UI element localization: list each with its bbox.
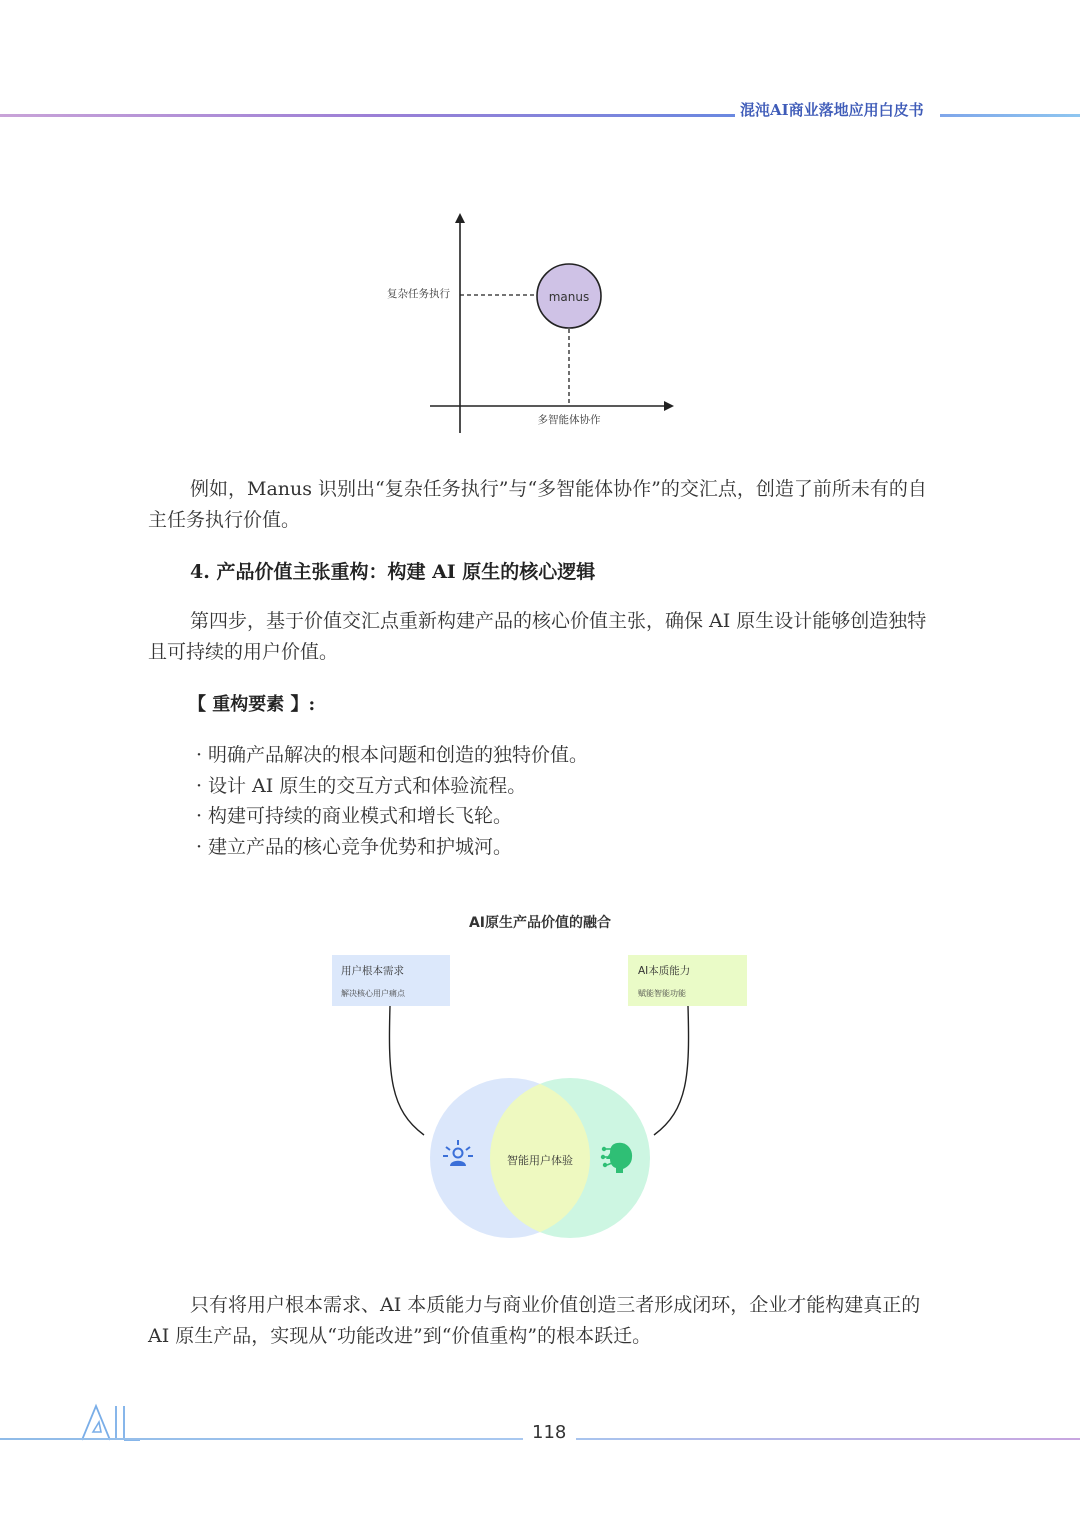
paragraph-manus-example	[148, 474, 938, 536]
footer-rule-right	[576, 1438, 1080, 1440]
footer-rule-left	[0, 1438, 523, 1440]
list-item: · 构建可持续的商业模式和增长飞轮。	[195, 805, 513, 827]
user-need-subtitle: 解决核心用户痛点	[341, 989, 405, 998]
paragraph-text: 第四步，基于价值交汇点重新构建产品的核心价值主张，确保 AI 原生设计能够创造独特且可持续的用户价值。	[148, 610, 927, 663]
y-axis-label: 复杂任务执行	[387, 288, 450, 300]
figure-quadrant	[370, 205, 690, 445]
list-item: · 明确产品解决的根本问题和创造的独特价值。	[195, 744, 589, 766]
manus-label: manus	[548, 290, 590, 304]
user-need-box	[332, 955, 450, 1006]
elements-label: 【 重构要素 】:	[188, 694, 316, 715]
paragraph-text: 只有将用户根本需求、AI 本质能力与商业价值创造三者形成闭环，企业才能构建真正的 AI 原生产品，实现从“功能改进”到“价值重构”的根本跃迁。	[148, 1294, 921, 1347]
header-rule-left	[0, 114, 735, 117]
ai-capability-title: AI本质能力	[638, 965, 691, 977]
paragraph-text: 例如，Manus 识别出“复杂任务执行”与“多智能体协作”的交汇点，创造了前所未有的自主任务执行价值。	[148, 478, 927, 531]
list-item: · 建立产品的核心竞争优势和护城河。	[195, 835, 513, 858]
connector-right	[654, 1006, 689, 1135]
page-number: 118	[532, 1422, 567, 1443]
bullet-list	[190, 740, 910, 862]
ai-capability-box	[628, 955, 747, 1006]
x-axis-label: 多智能体协作	[537, 414, 601, 426]
connector-left	[389, 1006, 424, 1135]
user-need-title: 用户根本需求	[341, 965, 404, 977]
figure-title: AI原生产品价值的融合	[468, 915, 612, 931]
header-title: 混沌AI商业落地应用白皮书	[740, 101, 924, 119]
header-rule-right	[940, 114, 1080, 117]
paragraph-step-four	[148, 606, 938, 668]
list-item: · 设计 AI 原生的交互方式和体验流程。	[195, 774, 527, 797]
paragraph-conclusion	[148, 1290, 938, 1352]
ai-capability-subtitle: 赋能智能功能	[638, 989, 686, 998]
center-label: 智能用户体验	[507, 1154, 573, 1167]
section-heading: 4. 产品价值主张重构：构建 AI 原生的核心逻辑	[190, 561, 596, 583]
footer-ai-logo	[80, 1402, 140, 1442]
figure-value-fusion	[320, 905, 760, 1250]
